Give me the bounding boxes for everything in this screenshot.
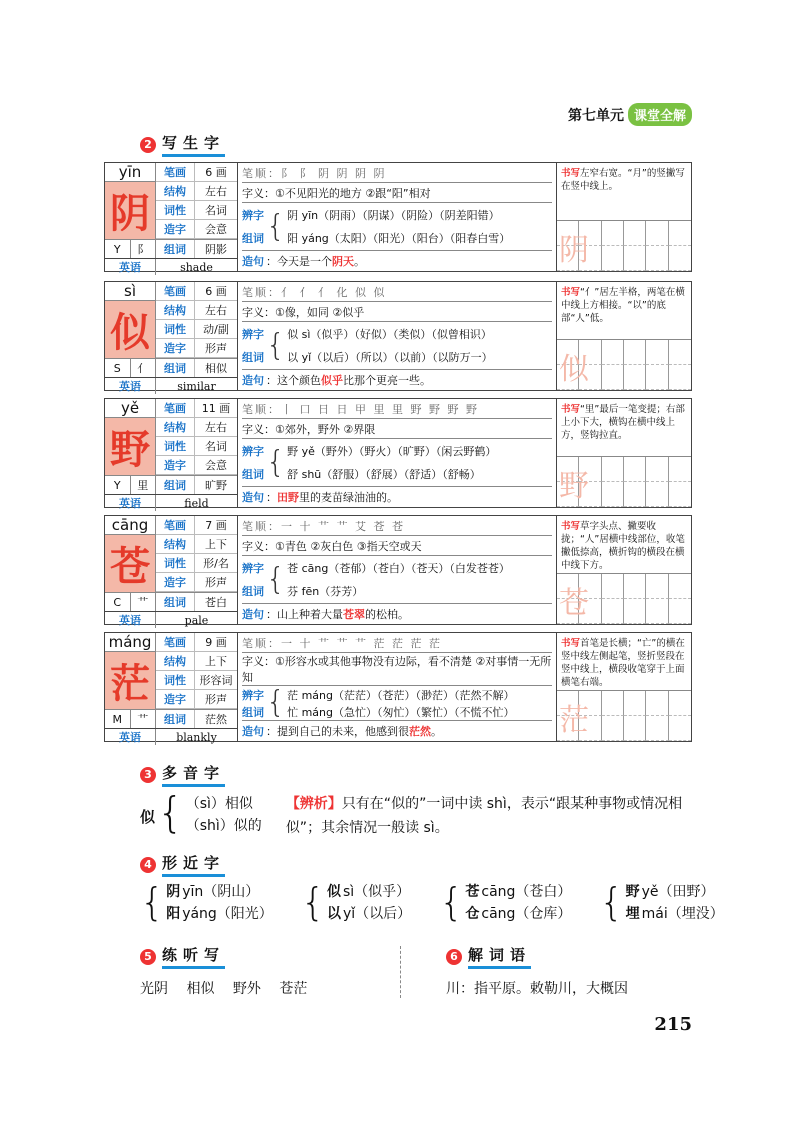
ghost-char: 似	[559, 352, 589, 387]
compare-line: 阳 yáng（太阳）（阳光）（阳台）（阳春白雪）	[287, 232, 511, 246]
polyphone-option: （sì）相似	[185, 796, 253, 812]
meaning	[242, 418, 552, 439]
sentence-highlight: 茫然	[409, 725, 431, 738]
card-left	[105, 163, 238, 274]
attr-key: 词性	[156, 201, 195, 219]
zuci-label: 组词	[242, 585, 264, 599]
sentence: 造句 ： 山上种着大量 苍翠 的松柏。	[242, 608, 409, 621]
polyphone-block	[140, 788, 706, 840]
card-right	[556, 516, 691, 624]
pair-word: yǐ（以后）	[343, 906, 412, 922]
char-pinyin: sì	[105, 282, 155, 301]
sentence-text: 比那个更亮一些。	[343, 374, 431, 387]
pair-char: 阴	[166, 884, 181, 900]
attr-value: 形声	[205, 342, 227, 355]
sentence-text: 。	[354, 255, 365, 268]
card-right	[556, 399, 691, 507]
attr-key: 造字	[156, 339, 195, 357]
attr-row	[156, 671, 237, 690]
attr-value: 左右	[205, 304, 227, 317]
ghost-char: 茫	[559, 703, 589, 738]
attr-key: 结构	[156, 652, 195, 670]
char-big: 野	[105, 418, 155, 475]
pair-char: 似	[327, 884, 341, 900]
attr-key: 结构	[156, 301, 195, 319]
zuci-label: 组词	[242, 232, 264, 246]
section-title: 解词语	[468, 944, 531, 969]
divider	[400, 946, 401, 998]
attr-key: 结构	[156, 182, 195, 200]
pair-char: 阳	[166, 906, 181, 922]
compare-line: 似 sì（似乎）（好似）（类似）（似曾相识）	[287, 327, 492, 341]
attr-value: 苍白	[205, 596, 227, 609]
card-left	[105, 633, 238, 744]
attr-row	[156, 282, 237, 301]
bianzi-label: 辨字	[242, 561, 264, 575]
attr-row	[156, 554, 237, 573]
attr-row	[156, 592, 237, 611]
polyphone-note	[286, 792, 706, 840]
unit-header	[568, 103, 692, 126]
radical-letter: C	[105, 593, 131, 611]
pair-word: sì（似乎）	[343, 884, 411, 900]
attr-key: 组词	[156, 359, 195, 377]
attr-value: 左右	[205, 185, 227, 198]
brace: {	[140, 880, 165, 924]
section-number: 5	[140, 949, 156, 965]
attr-key: 造字	[156, 456, 195, 474]
note-text: 左窄右宽。“月”的竖撇写在竖中线上。	[561, 168, 685, 192]
attr-key: 组词	[156, 593, 195, 611]
attr-value: 形/名	[203, 557, 229, 570]
note-text: 首笔是长横；“亡”的横在竖中线左侧起笔，竖折竖段在竖中线上，横段收笔穿于上面横笔右端。	[561, 638, 685, 688]
radical: 艹	[137, 596, 149, 609]
english-word: pale	[184, 613, 209, 627]
attr-row	[156, 573, 237, 592]
section-number: 3	[140, 767, 156, 783]
writing-note	[557, 163, 691, 221]
attr-key: 结构	[156, 418, 195, 436]
attr-value: 11 画	[201, 402, 231, 415]
brace: {	[599, 880, 624, 924]
radical: 里	[137, 479, 149, 492]
attr-row	[156, 475, 237, 494]
attr-value: 7 画	[205, 519, 227, 532]
char-pinyin: yīn	[105, 163, 155, 182]
char-big: 苍	[105, 535, 155, 592]
section-title: 写生字	[162, 132, 225, 157]
note-text: 草字头点、撇要收拢；“人”居横中线部位，收笔撇低捺高，横折钩的横段在横中线下方。	[561, 521, 685, 571]
section-number: 4	[140, 857, 156, 873]
sentence: 造句 ： 提到自己的未来，他感到很 茫然 。	[242, 725, 442, 738]
unit-badge: 课堂全解	[628, 103, 692, 126]
meaning	[242, 182, 552, 203]
sentence-text: 。	[431, 725, 442, 738]
practice-grid	[557, 221, 691, 271]
section-title: 练听写	[162, 944, 225, 969]
section-4-heading	[140, 852, 225, 877]
writing-note	[557, 282, 691, 340]
attr-value: 会意	[205, 459, 227, 472]
polyphone-char: 似	[140, 807, 156, 826]
similar-pair	[140, 880, 273, 924]
radical-letter: Y	[105, 240, 131, 258]
bianzi-label: 辨字	[242, 208, 264, 222]
attr-row	[156, 652, 237, 671]
char-card	[104, 515, 692, 625]
attr-key: 造字	[156, 573, 195, 591]
polyphone-option: （shì）似的	[185, 818, 262, 834]
attr-row	[156, 516, 237, 535]
compare-line: 舒 shū（舒服）（舒展）（舒适）（舒畅）	[287, 468, 481, 482]
attr-value: 形容词	[199, 674, 233, 687]
compare-line: 忙 máng（急忙）（匆忙）（繁忙）（不慌不忙）	[287, 705, 515, 719]
compare-line: 芬 fēn（芬芳）	[287, 585, 364, 599]
zaoju-label: 造句	[242, 608, 264, 621]
brace: {	[266, 327, 286, 363]
card-right	[556, 633, 691, 741]
radical: 艹	[137, 713, 149, 726]
brace: {	[266, 561, 286, 597]
meaning-text: 字义：①郊外，野外 ②界限	[242, 422, 376, 436]
attr-key: 结构	[156, 535, 195, 553]
writing-note	[557, 516, 691, 574]
sentence-text: 今天是一个	[277, 255, 332, 268]
sentence-text: 里的麦苗绿油油的。	[299, 491, 398, 504]
attr-row	[156, 339, 237, 358]
stroke-order	[242, 633, 552, 652]
english-word: blankly	[176, 730, 217, 744]
meaning-text: 字义：①青色 ②灰白色 ③指天空或天	[242, 539, 422, 553]
english-label: 英语	[105, 729, 156, 745]
meaning	[242, 652, 552, 686]
attr-key: 笔画	[156, 399, 195, 417]
practice-grid	[557, 574, 691, 624]
brace: {	[157, 788, 184, 837]
attr-row	[156, 163, 237, 182]
zaoju-label: 造句	[242, 374, 264, 387]
attr-value: 会意	[205, 223, 227, 236]
similar-pair	[599, 880, 723, 924]
similar-chars	[140, 880, 724, 924]
sentence-text: 这个颜色	[277, 374, 321, 387]
attr-value: 旷野	[205, 479, 227, 492]
brace: {	[300, 880, 325, 924]
radical-letter: M	[105, 710, 131, 728]
card-left	[105, 516, 238, 627]
bianxi-text: 只有在“似的”一词中读 shì，表示“跟某种事物或情况相似”；其余情况一般读 sì。	[285, 796, 683, 836]
section-5-heading	[140, 944, 225, 969]
english-label: 英语	[105, 378, 156, 394]
compare-line: 野 yě（野外）（野火）（旷野）（闲云野鹤）	[287, 444, 497, 458]
sentence: 造句 ： 这个颜色 似乎 比那个更亮一些。	[242, 374, 431, 387]
meaning	[242, 301, 552, 322]
attr-key: 组词	[156, 240, 195, 258]
section-6-heading	[446, 944, 531, 969]
ghost-char: 阴	[559, 233, 589, 268]
sentence-text: 的松柏。	[365, 608, 409, 621]
pair-word: yīn（阴山）	[182, 884, 260, 900]
note-key: 书写	[561, 287, 581, 298]
card-left	[105, 282, 238, 393]
char-big: 似	[105, 301, 155, 358]
sentence-text: 提到自己的未来，他感到很	[277, 725, 409, 738]
english-word: similar	[177, 379, 216, 393]
attr-value: 名词	[205, 204, 227, 217]
note-key: 书写	[561, 521, 581, 532]
attr-row	[156, 690, 237, 709]
bianzi-label: 辨字	[242, 444, 264, 458]
pair-word: yě（田野）	[641, 884, 715, 900]
attr-row	[156, 182, 237, 201]
section-number: 2	[140, 137, 156, 153]
stroke-order	[242, 399, 552, 418]
zuci-label: 组词	[242, 705, 264, 719]
ghost-char: 野	[559, 469, 589, 504]
char-card	[104, 398, 692, 508]
radical: 亻	[137, 362, 149, 375]
attr-row	[156, 301, 237, 320]
note-key: 书写	[561, 168, 581, 179]
note-key: 书写	[561, 404, 581, 415]
pair-char: 以	[327, 906, 341, 922]
meaning-text: 字义：①形容水或其他事物没有边际，看不清楚 ②对事情一无所知	[242, 655, 552, 684]
attr-value: 上下	[205, 655, 227, 668]
sentence: 造句 ： 田野 里的麦苗绿油油的。	[242, 491, 398, 504]
note-text: “亻”居左半格，两笔在横中线上方相接。“以”的底部“人”低。	[561, 287, 685, 324]
compare-words	[242, 686, 552, 721]
card-left	[105, 399, 238, 510]
attr-row	[156, 437, 237, 456]
section-title: 多音字	[162, 762, 225, 787]
sentence-highlight: 阴天	[332, 255, 354, 268]
compare-words	[242, 439, 552, 487]
english-word: shade	[180, 260, 213, 274]
brace: {	[266, 685, 286, 720]
attr-value: 名词	[205, 440, 227, 453]
stroke-order-text: 笔顺：亻 亻 亻 化 似 似	[242, 285, 387, 299]
radical-letter: Y	[105, 476, 131, 494]
pair-char: 仓	[465, 906, 480, 922]
compare-line: 茫 máng（茫茫）（苍茫）（渺茫）（茫然不解）	[287, 688, 515, 702]
meaning	[242, 535, 552, 556]
section-3-heading	[140, 762, 225, 787]
attr-key: 词性	[156, 671, 195, 689]
attr-key: 笔画	[156, 633, 195, 651]
attr-key: 笔画	[156, 163, 195, 181]
char-card	[104, 281, 692, 391]
attr-value: 动/副	[203, 323, 229, 336]
attr-value: 茫然	[205, 713, 227, 726]
attr-value: 6 画	[205, 166, 227, 179]
attr-key: 词性	[156, 320, 195, 338]
sentence-highlight: 田野	[277, 491, 299, 504]
similar-pair	[301, 880, 411, 924]
card-right	[556, 163, 691, 271]
pair-char: 野	[625, 884, 640, 900]
page-number: 215	[654, 1014, 692, 1035]
attr-row	[156, 358, 237, 377]
compare-words	[242, 556, 552, 604]
char-card	[104, 162, 692, 272]
attr-value: 形声	[205, 693, 227, 706]
stroke-order-text: 笔顺：一 十 艹 艹 艹 茫 茫 茫 茫	[242, 636, 442, 650]
unit-title: 第七单元	[567, 107, 624, 124]
card-middle	[238, 163, 556, 271]
attr-row	[156, 239, 237, 258]
compare-line: 苍 cāng（苍郁）（苍白）（苍天）（白发苍苍）	[287, 561, 510, 575]
similar-pair	[439, 880, 571, 924]
compare-words	[242, 203, 552, 251]
radical: 阝	[137, 243, 149, 256]
zaoju-label: 造句	[242, 255, 264, 268]
pair-word: mái（埋没）	[641, 906, 724, 922]
radical-letter: S	[105, 359, 131, 377]
brace: {	[266, 208, 286, 244]
practice-grid	[557, 691, 691, 741]
bianzi-label: 辨字	[242, 327, 264, 341]
attr-row	[156, 201, 237, 220]
english-word: field	[184, 496, 209, 510]
sentence-text: 山上种着大量	[277, 608, 343, 621]
word-explanation: 川：指平原。敕勒川，大概因	[446, 981, 628, 997]
pair-word: yáng（阳光）	[182, 906, 273, 922]
attr-key: 造字	[156, 690, 195, 708]
attr-key: 词性	[156, 554, 195, 572]
english-label: 英语	[105, 495, 156, 511]
attr-row	[156, 456, 237, 475]
attr-key: 笔画	[156, 516, 195, 534]
section-title: 形近字	[162, 852, 225, 877]
bianzi-label: 辨字	[242, 688, 264, 702]
writing-note	[557, 633, 691, 691]
dictation-words: 光阴 相似 野外 苍茫	[140, 981, 308, 997]
attr-value: 形声	[205, 576, 227, 589]
attr-value: 阴影	[205, 243, 227, 256]
char-big: 阴	[105, 182, 155, 239]
sentence-highlight: 苍翠	[343, 608, 365, 621]
attr-row	[156, 535, 237, 554]
practice-grid	[557, 340, 691, 390]
sentence-highlight: 似乎	[321, 374, 343, 387]
stroke-order	[242, 163, 552, 182]
zaoju-label: 造句	[242, 725, 264, 738]
zaoju-label: 造句	[242, 491, 264, 504]
attr-key: 词性	[156, 437, 195, 455]
section-2-heading	[140, 132, 225, 157]
stroke-order	[242, 516, 552, 535]
card-right	[556, 282, 691, 390]
attr-key: 笔画	[156, 282, 195, 300]
stroke-order-text: 笔顺：阝 阝 阴 阴 阴 阴	[242, 166, 387, 180]
stroke-order-text: 笔顺：丨 口 日 日 甲 里 里 野 野 野 野	[242, 402, 479, 416]
char-big: 茫	[105, 652, 155, 709]
attr-value: 9 画	[205, 636, 227, 649]
brace: {	[439, 880, 464, 924]
attr-row	[156, 709, 237, 728]
stroke-order-text: 笔顺：一 十 艹 艹 艾 苍 苍	[242, 519, 405, 533]
attr-row	[156, 220, 237, 239]
note-key: 书写	[561, 638, 581, 649]
section-number: 6	[446, 949, 462, 965]
pair-word: cāng（苍白）	[481, 884, 572, 900]
attr-key: 造字	[156, 220, 195, 238]
english-label: 英语	[105, 259, 156, 275]
attr-value: 相似	[205, 362, 227, 375]
attr-row	[156, 418, 237, 437]
english-label: 英语	[105, 612, 156, 628]
meaning-text: 字义：①不见阳光的地方 ②跟“阳”相对	[242, 186, 431, 200]
note-text: “里”最后一笔变提；右部上小下大，横钩在横中线上方，竖钩拉直。	[561, 404, 685, 441]
compare-line: 阴 yīn（阴雨）（阴谋）（阴险）（阴差阳错）	[287, 208, 500, 222]
attr-key: 组词	[156, 476, 195, 494]
pair-char: 埋	[625, 906, 640, 922]
char-pinyin: yě	[105, 399, 155, 418]
card-middle	[238, 399, 556, 507]
attr-value: 上下	[205, 538, 227, 551]
attr-value: 6 画	[205, 285, 227, 298]
char-pinyin: máng	[105, 633, 155, 652]
writing-note	[557, 399, 691, 457]
ghost-char: 苍	[559, 586, 589, 621]
compare-words	[242, 322, 552, 370]
attr-row	[156, 320, 237, 339]
attr-row	[156, 633, 237, 652]
char-pinyin: cāng	[105, 516, 155, 535]
zuci-label: 组词	[242, 351, 264, 365]
attr-value: 左右	[205, 421, 227, 434]
card-middle	[238, 633, 556, 741]
brace: {	[266, 444, 286, 480]
char-card	[104, 632, 692, 742]
card-middle	[238, 516, 556, 624]
compare-line: 以 yǐ（以后）（所以）（以前）（以防万一）	[287, 351, 493, 365]
practice-grid	[557, 457, 691, 507]
pair-char: 苍	[465, 884, 480, 900]
sentence: 造句 ： 今天是一个 阴天 。	[242, 255, 365, 268]
attr-key: 组词	[156, 710, 195, 728]
bianxi-label: 【辨析】	[285, 796, 342, 812]
card-middle	[238, 282, 556, 390]
meaning-text: 字义：①像，如同 ②似乎	[242, 305, 365, 319]
stroke-order	[242, 282, 552, 301]
pair-word: cāng（仓库）	[481, 906, 572, 922]
attr-row	[156, 399, 237, 418]
zuci-label: 组词	[242, 468, 264, 482]
